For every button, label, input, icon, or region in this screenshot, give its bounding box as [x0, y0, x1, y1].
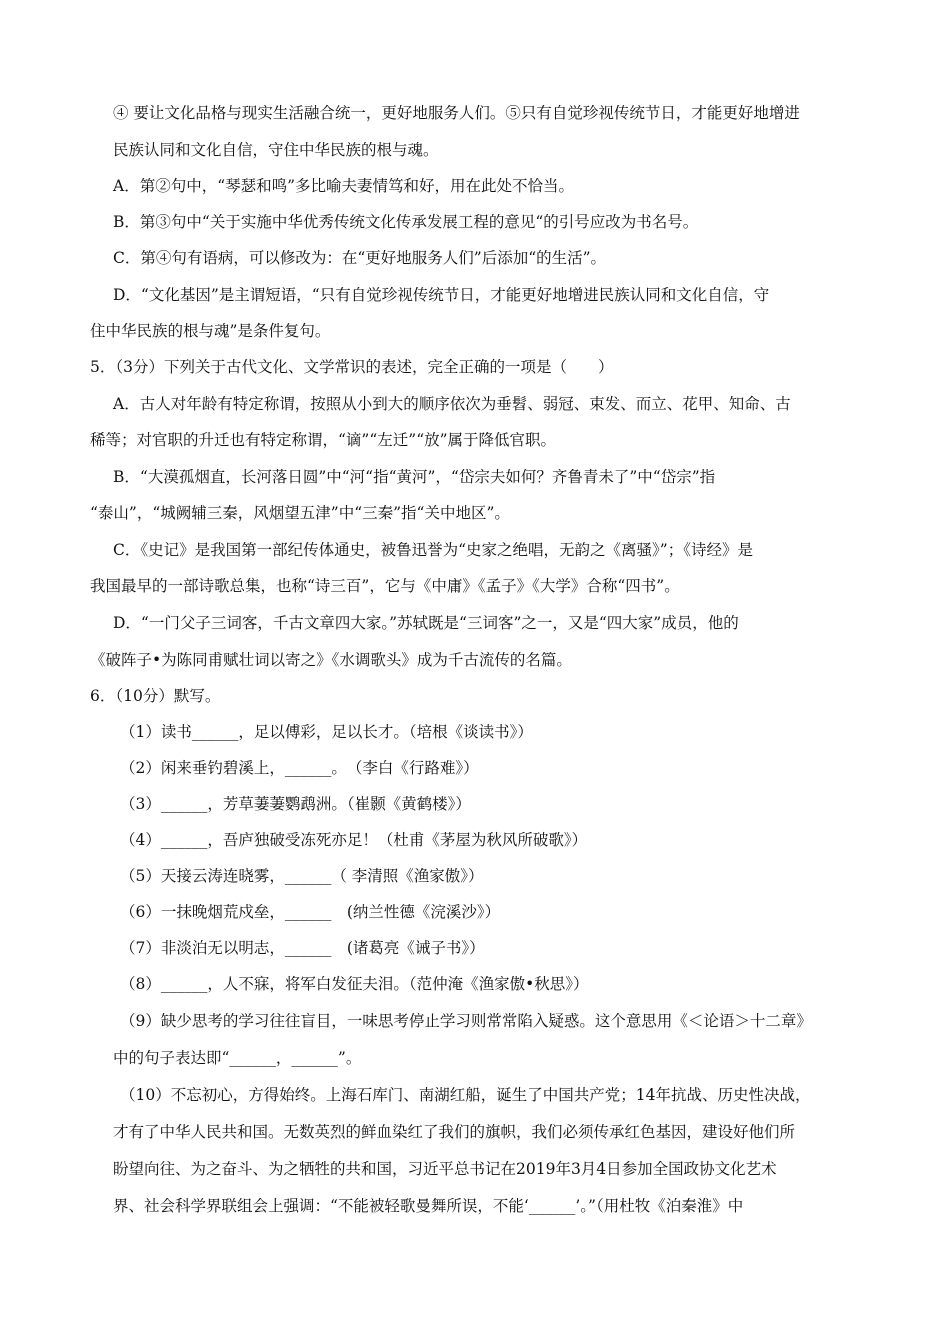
q4-sentence-line-1: ④ 要让文化品格与现实生活融合统一，更好地服务人们。⑤只有自觉珍视传统节日，才能更好地增进	[113, 104, 800, 122]
q6-item-10-line-2: 才有了中华人民共和国。无数英烈的鲜血染红了我们的旗帜，我们必须传承红色基因，建设好他们所	[113, 1123, 796, 1141]
q5-stem: 5．（3分）下列关于古代文化、文学常识的表述，完全正确的一项是（ ）	[90, 358, 614, 376]
q6-item-2: （2）闲来垂钓碧溪上，______。 （李白《行路难》）	[120, 759, 479, 777]
q6-item-1: （1）读书______，足以傅彩，足以长才。（培根《谈读书》）	[120, 723, 533, 741]
q4-sentence-line-2: 民族认同和文化自信，守住中华民族的根与魂。	[113, 141, 439, 159]
q6-item-10-line-3: 盼望向往、为之奋斗、为之牺牲的共和国，习近平总书记在2019年3月4日参加全国政协文化艺术	[113, 1160, 777, 1178]
q6-item-5: （5）天接云涛连晓雾，______（ 李清照《渔家傲》）	[120, 867, 484, 885]
q6-item-10-line-1: （10）不忘初心，方得始终。上海石库门、南湖红船，诞生了中国共产党；14年抗战、历史性决战，	[120, 1086, 811, 1104]
q6-item-9-line-1: （9）缺少思考的学习往往盲目，一味思考停止学习则常常陷入疑惑。这个意思用《＜论语＞十二章》	[120, 1012, 812, 1030]
q4-option-b: B．第③句中“关于实施中华优秀传统文化传承发展工程的意见“的引号应改为书名号。	[113, 213, 699, 231]
q6-item-10-line-4: 界、社会科学界联组会上强调：“不能被轻歌曼舞所误，不能‘______’。”（用杜牧《泊秦淮》中	[113, 1197, 744, 1215]
q5-option-d-line-1: D．“一门父子三词客，千古文章四大家。”苏轼既是“三词客”之一，又是“四大家”成员，他的	[113, 614, 739, 632]
q5-option-a-line-1: A．古人对年龄有特定称谓，按照从小到大的顺序依次为垂髫、弱冠、束发、而立、花甲、知命、古	[113, 395, 791, 413]
q6-item-8: （8）______，人不寐，将军白发征夫泪。（范仲淹《渔家傲•秋思》）	[120, 975, 589, 993]
q5-option-c-line-2: 我国最早的一部诗歌总集，也称“诗三百”，它与《中庸》《孟子》《大学》合称“四书”。	[90, 577, 680, 595]
q5-option-a-line-2: 稀等；对官职的升迁也有特定称谓，“谪”“左迁”“放”属于降低官职。	[90, 431, 557, 449]
q4-option-a: A．第②句中，“琴瑟和鸣”多比喻夫妻情笃和好，用在此处不恰当。	[113, 177, 575, 195]
q6-item-3: （3）______，芳草萋萋鹦鹉洲。（崔颢《黄鹤楼》）	[120, 795, 471, 813]
q5-option-b-line-2: “泰山”，“城阙辅三秦，风烟望五津”中“三秦”指“关中地区”。	[90, 504, 510, 522]
q5-option-b-line-1: B．“大漠孤烟直，长河落日圆”中“河“指“黄河”，“岱宗夫如何？齐鲁青未了”中“岱宗”指	[113, 468, 716, 486]
q6-item-4: （4）______，吾庐独破受冻死亦足！（杜甫《茅屋为秋风所破歌》）	[120, 831, 588, 849]
q6-stem: 6．（10分）默写。	[90, 687, 221, 705]
q4-option-c: C．第④句有语病，可以修改为：在“更好地服务人们”后添加“的生活”。	[113, 249, 607, 267]
q5-option-d-line-2: 《破阵子•为陈同甫赋壮词以寄之》《水调歌头》成为千古流传的名篇。	[90, 651, 572, 669]
q5-option-c-line-1: C．《史记》是我国第一部纪传体通史，被鲁迅誉为“史家之绝唱，无韵之《离骚》”；《诗经》是	[113, 541, 753, 559]
q6-item-7: （7）非淡泊无以明志，______ (诸葛亮《诫子书》）	[120, 939, 485, 957]
q4-option-d-line-2: 住中华民族的根与魂”是条件复句。	[90, 322, 331, 340]
q6-item-6: （6）一抹晚烟荒戍垒，______ (纳兰性德《浣溪沙》）	[120, 903, 501, 921]
q4-option-d-line-1: D．“文化基因”是主谓短语，“只有自觉珍视传统节日，才能更好地增进民族认同和文化自信，守	[113, 286, 770, 304]
q6-item-9-line-2: 中的句子表达即“______，______”。	[113, 1049, 362, 1067]
